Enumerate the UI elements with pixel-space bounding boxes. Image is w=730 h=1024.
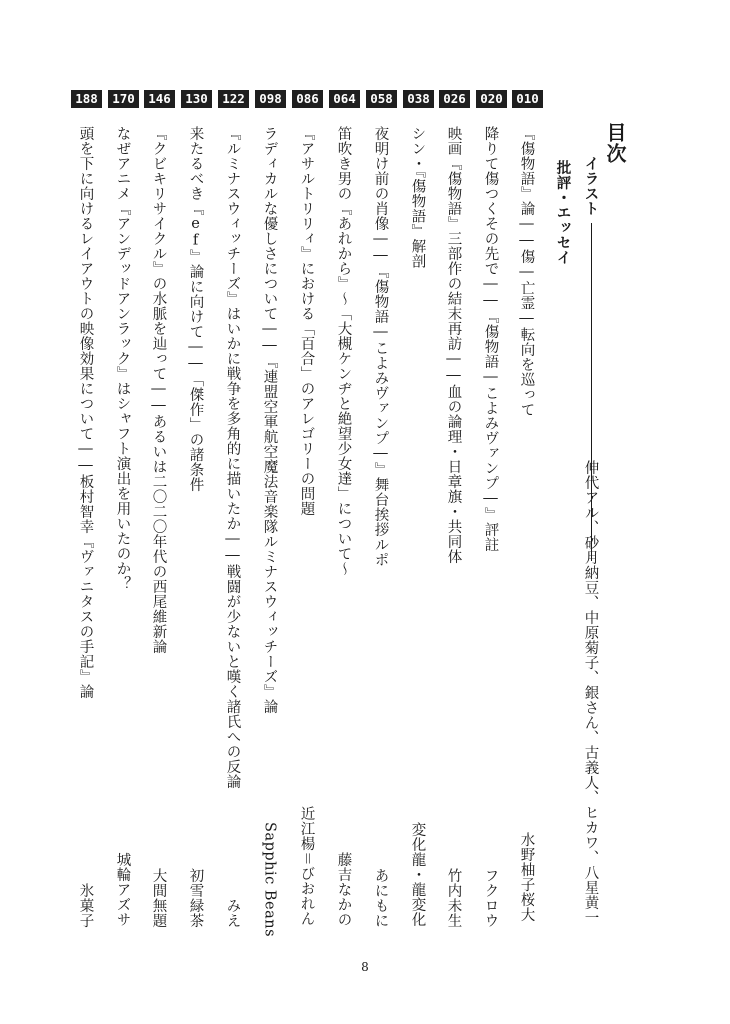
- entry-author-6: 藤吉なかの: [335, 852, 352, 927]
- entry-author-8: Sapphic Beans: [261, 822, 278, 938]
- entry-title-10: 来たるべき『ef』論に向けて――「傑作」の諸条件: [187, 126, 204, 492]
- entry-title-9: 『ルミナスウィッチーズ』はいかに戦争を多角的に描いたか――戦闘が少ないと嘆く諸氏への反論: [224, 126, 241, 789]
- page-num-3: 026: [439, 90, 470, 108]
- entry-title-3: 映画『傷物語』三部作の結末再訪――血の論理・日章旗・共同体: [445, 126, 462, 564]
- entry-title-12: なぜアニメ『アンデッドアンラック』はシャフト演出を用いたのか？: [114, 126, 131, 591]
- entry-author-13: 氷菓子: [77, 883, 94, 928]
- entry-author-12: 城輪アズサ: [114, 852, 131, 927]
- entry-author-7: 近江楊＝びおれん: [298, 806, 315, 926]
- entry-title-6: 笛吹き男の『あれから』～「大槻ケンヂと絶望少女達」について～: [335, 126, 352, 576]
- entry-author-4: 変化龍・龍変化: [409, 822, 426, 927]
- entry-title-5: 夜明け前の肖像――『傷物語―こよみヴァンプ―』舞台挨拶ルポ: [372, 126, 389, 567]
- illust-authors: 伸代アル、砂月納豆、中原菊子、銀さん、古義人、ヒカワ、八星黄一: [582, 460, 599, 925]
- page-num-6: 064: [329, 90, 360, 108]
- page-num-10: 130: [181, 90, 212, 108]
- page-num-7: 086: [292, 90, 323, 108]
- page-num-12: 170: [108, 90, 139, 108]
- entry-title-7: 『アサルトリリィ』における「百合」のアレゴリーの問題: [298, 126, 315, 516]
- page-num-5: 058: [366, 90, 397, 108]
- entry-title-13: 頭を下に向けるレイアウトの映像効果について――板村智幸『ヴァニタスの手記』論: [77, 126, 94, 699]
- page-num-8: 098: [255, 90, 286, 108]
- entry-title-8: ラディカルな優しさについて――『連盟空軍航空魔法音楽隊ルミナスウィッチーズ』論: [261, 126, 278, 714]
- page-num-13: 188: [71, 90, 102, 108]
- section-heading: 批評・エッセイ: [554, 160, 572, 265]
- page-num-11: 146: [144, 90, 175, 108]
- toc-title: 目次: [603, 122, 627, 164]
- entry-title-1: 『傷物語』論――傷―亡霊―転向を巡って: [518, 126, 535, 417]
- entry-author-3: 竹内未生: [445, 868, 462, 928]
- page-num-4: 038: [403, 90, 434, 108]
- entry-author-1: 水野柚子桜大: [518, 832, 535, 922]
- entry-author-10: 初雪緑茶: [187, 868, 204, 928]
- page-number: 8: [361, 960, 369, 974]
- entry-author-5: あにもに: [372, 868, 389, 928]
- entry-title-2: 降りて傷つくその先で――『傷物語―こよみヴァンプ―』評註: [482, 126, 499, 552]
- illust-label: イラスト: [582, 156, 600, 216]
- page-num-2: 020: [476, 90, 507, 108]
- entry-title-11: 『クビキリサイクル』の水脈を辿って――あるいは二〇二〇年代の西尾維新論: [150, 126, 167, 654]
- page-num-9: 122: [218, 90, 249, 108]
- entry-author-2: フクロウ: [482, 868, 499, 928]
- entry-title-4: シン・『傷物語』解剖: [409, 126, 426, 269]
- entry-author-11: 大間無題: [150, 868, 167, 928]
- page-num-1: 010: [512, 90, 543, 108]
- entry-author-9: みえ: [224, 898, 241, 928]
